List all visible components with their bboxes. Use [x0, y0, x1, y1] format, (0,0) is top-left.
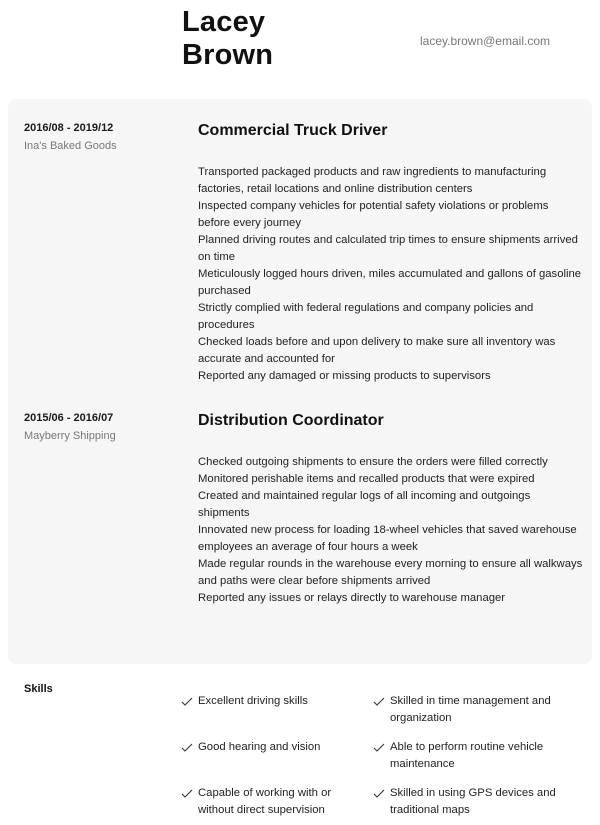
job-duty: Checked outgoing shipments to ensure the orders were filled correctly — [198, 456, 548, 468]
job-duty: Created and maintained regular logs of all incoming and outgoings shipments — [198, 490, 531, 519]
skill-text: Capable of working with or without direct supervision — [198, 787, 332, 816]
skill-text: Able to perform routine vehicle maintenance — [390, 741, 544, 770]
skill-text: Excellent driving skills — [198, 695, 308, 707]
job-dates: 2016/08 - 2019/12 — [24, 122, 114, 134]
skill-item — [372, 785, 562, 819]
check-icon — [180, 739, 194, 756]
skill-item — [372, 693, 562, 727]
check-icon — [180, 785, 194, 802]
last-name: Brown — [182, 39, 274, 71]
job-duties-list — [198, 164, 583, 385]
job-duty: Innovated new process for loading 18-wheel vehicles that saved warehouse employees an average of four hours a week — [198, 524, 577, 553]
candidate-name — [182, 6, 273, 72]
company-name: Ina's Baked Goods — [24, 140, 117, 152]
job-dates: 2015/06 - 2016/07 — [24, 412, 114, 424]
job-title: Commercial Truck Driver — [198, 122, 388, 139]
check-icon — [372, 785, 386, 802]
job-duty: Strictly complied with federal regulations and company policies and procedures — [198, 302, 534, 331]
job-duty: Transported packaged products and raw ingredients to manufacturing factories, retail locations and online distribution centers — [198, 166, 547, 195]
skill-item — [180, 693, 370, 710]
skill-item — [180, 739, 370, 756]
job-duty: Reported any issues or relays directly to warehouse manager — [198, 592, 506, 604]
job-duties-list — [198, 454, 583, 607]
skill-text: Skilled in time management and organization — [390, 695, 551, 724]
job-duty: Made regular rounds in the warehouse every morning to ensure all walkways and paths were clear before shipments arrived — [198, 558, 583, 587]
skill-item — [372, 739, 562, 773]
skill-item — [180, 785, 370, 819]
job-duty: Inspected company vehicles for potential safety violations or problems before every journey — [198, 200, 549, 229]
skill-text: Skilled in using GPS devices and traditional maps — [390, 787, 556, 816]
check-icon — [372, 739, 386, 756]
skills-grid — [180, 693, 590, 823]
check-icon — [372, 693, 386, 710]
skills-heading: Skills — [24, 683, 53, 695]
skill-text: Good hearing and vision — [198, 741, 321, 753]
job-duty: Meticulously logged hours driven, miles accumulated and gallons of gasoline purchased — [198, 268, 582, 297]
job-duty: Monitored perishable items and recalled products that were expired — [198, 473, 535, 485]
job-duty: Planned driving routes and calculated trip times to ensure shipments arrived on time — [198, 234, 578, 263]
job-duty: Checked loads before and upon delivery to make sure all inventory was accurate and accounted for — [198, 336, 556, 365]
resume-header — [0, 0, 600, 90]
check-icon — [180, 693, 194, 710]
job-duty: Reported any damaged or missing products to supervisors — [198, 370, 491, 382]
company-name: Mayberry Shipping — [24, 430, 116, 442]
email-address[interactable]: lacey.brown@email.com — [419, 34, 550, 48]
first-name: Lacey — [182, 6, 266, 38]
job-title: Distribution Coordinator — [198, 412, 384, 429]
